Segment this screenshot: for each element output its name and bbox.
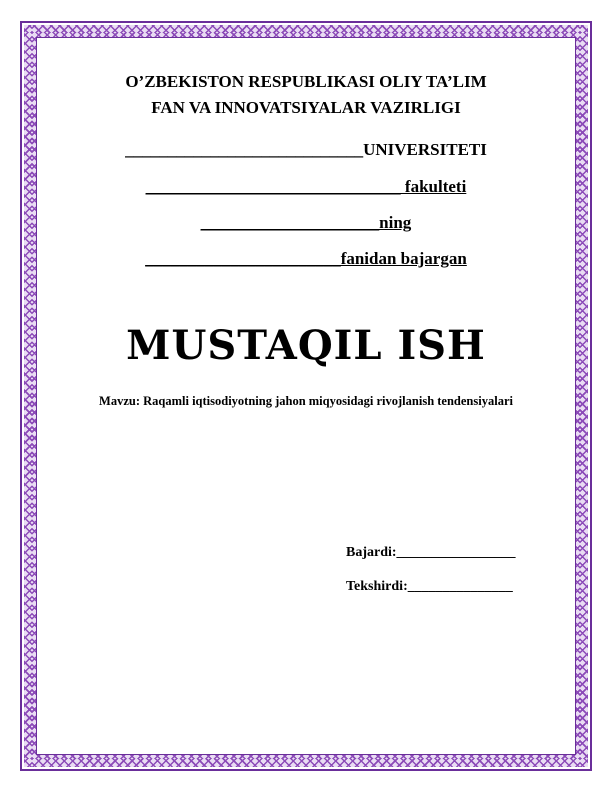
university-line: ____________________________UNIVERSITETI: [125, 140, 487, 159]
topic-line: Mavzu: Raqamli iqtisodiyotning jahon miqyosidagi rivojlanish tendensiyalari: [99, 394, 513, 408]
done-by-field: Bajardi:_________________: [346, 545, 516, 560]
checked-by-field: Tekshirdi:_______________: [346, 579, 513, 594]
student-name-line: _____________________ning: [200, 213, 412, 232]
document-title: MUSTAQIL ISH: [126, 322, 486, 369]
ministry-line-2: FAN VA INNOVATSIYALAR VAZIRLIGI: [151, 98, 461, 117]
subject-line: _______________________fanidan bajargan: [145, 249, 467, 268]
faculty-line: ______________________________ fakulteti: [145, 177, 467, 196]
ministry-line-1: O’ZBEKISTON RESPUBLIKASI OLIY TA’LIM: [125, 72, 487, 91]
